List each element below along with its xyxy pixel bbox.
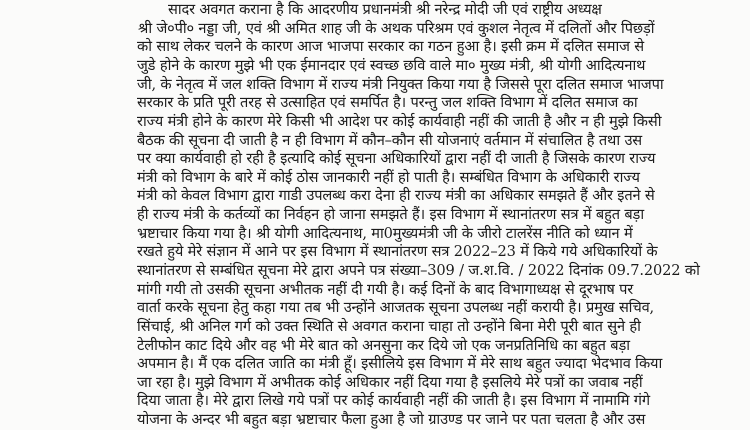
letter-line: भ्रष्टाचार किया गया है। श्री योगी आदित्यनाथ, मा0मुख्यमंत्री जी के जीरो टालरेंस नीति को ध्यान में [137, 224, 633, 242]
letter-line: अपमान है। मैं एक दलित जाति का मंत्री हूँ। इसीलिये इस विभाग में मेरे साथ बहुत ज्यादा भेदभाव किया [137, 355, 663, 373]
letter-line: स्थानांतरण से सम्बंधित सूचना मेरे द्वारा अपने पत्र संख्या–309 / ज.श.वि. / 2022 दिनांक 09.7.2022 को [137, 261, 700, 279]
letter-line: मंत्री को विभाग के बारे में कोई ठोस जानकारी नहीं हो पाती है। सम्बंधित विभाग के अधिकारी राज्य [137, 168, 640, 186]
letter-line: टेलीफोन काट दिये और वह भी मेरे बात को अनसुना कर दिये जो एक जनप्रतिनिधि का बहुत बड़ा [137, 336, 630, 354]
letter-line: पर क्या कार्यवाही हो रही है इत्यादि कोई सूचना अधिकारियों द्वारा नहीं दी जाती है जिसके कारण राज्य [137, 150, 656, 168]
letter-line: सिंचाई, श्री अनिल गर्ग को उक्त स्थिति से अवगत कराना चाहा तो उन्होंने बिना मेरी पूरी बात सुने ही [137, 317, 641, 335]
letter-line: जी, के नेतृत्व में जल शक्ति विभाग में राज्य मंत्री नियुक्त किया गया है जिससे पूरा दलित समाज भाजपा [137, 75, 664, 93]
letter-line: बैठक की सूचना दी जाती है न ही विभाग में कौन–कौन सी योजनाएं वर्तमान में संचालित है तथा उस [137, 131, 643, 149]
letter-line: मांगी गयी तो उसकी सूचना अभीतक नहीं दी गयी है। कई दिनों के बाद विभागाध्यक्ष से दूरभाष पर [137, 280, 634, 298]
letter-line: को साथ लेकर चलने के कारण आज भाजपा सरकार का गठन हुआ है। इसी क्रम में दलित समाज से [137, 38, 644, 56]
letter-line: सरकार के प्रति पूरी तरह से उत्साहित एवं समर्पित है। परन्तु जल शक्ति विभाग में दलित समाज का [137, 94, 638, 112]
letter-line: राज्य मंत्री होने के कारण मेरे किसी भी आदेश पर कोई कार्यवाही नहीं की जाती है और न ही मुझे किसी [137, 112, 662, 130]
letter-line: जुडे होने के कारण मुझे भी एक ईमानदार एवं स्वच्छ छवि वाले मा० मुख्य मंत्री, श्री योगी आदित्यनाथ [137, 56, 646, 74]
letter-line: दिया जाता है। मेरे द्वारा लिखे गये पत्रों पर कोई कार्यवाही नहीं की जाती है। इस विभाग में नामामि गंगे [137, 392, 650, 410]
letter-line: श्री जे०पी० नड्डा जी, एवं श्री अमित शाह जी के अथक परिश्रम एवं कुशल नेतृत्व में दलितों और पिछड़ों [138, 19, 655, 37]
letter-line: जा रहा है। मुझे विभाग में अभीतक कोई अधिकार नहीं दिया गया है इसलिये मेरे पत्रों का जवाब नहीं [137, 373, 643, 391]
letter-line: योजना के अन्दर भी बहुत बड़ा भ्रष्टाचार फैला हुआ है जो ग्राउण्ड पर जाने पर पता चलता है और उस [137, 411, 646, 428]
letter-line: ही राज्य मंत्री के कर्तव्यों का निर्वहन हो जाना समझते हैं। इस विभाग में स्थानांतरण सत्र में बहुत बड़ा [137, 206, 644, 223]
letter-line: मंत्री को केवल विभाग द्वारा गाडी उपलब्ध करा देना ही राज्य मंत्री का अधिकार समझते हैं और इतने से [137, 187, 655, 205]
letter-line: वार्ता करके सूचना हेतु कहा गया तब भी उन्होंने आजतक सूचना उपलब्ध नहीं करायी है। प्रमुख सचिव, [137, 299, 655, 317]
letter-line: सादर अवगत कराना है कि आदरणीय प्रधानमंत्री श्री नरेन्द्र मोदी जी एवं राष्ट्रीय अध्यक्ष [168, 1, 602, 18]
letter-line: रखते हुये मेरे संज्ञान में आने पर इस विभाग में स्थानांतरण सत्र 2022–23 में किये गये अधिकारियों के [137, 243, 658, 261]
